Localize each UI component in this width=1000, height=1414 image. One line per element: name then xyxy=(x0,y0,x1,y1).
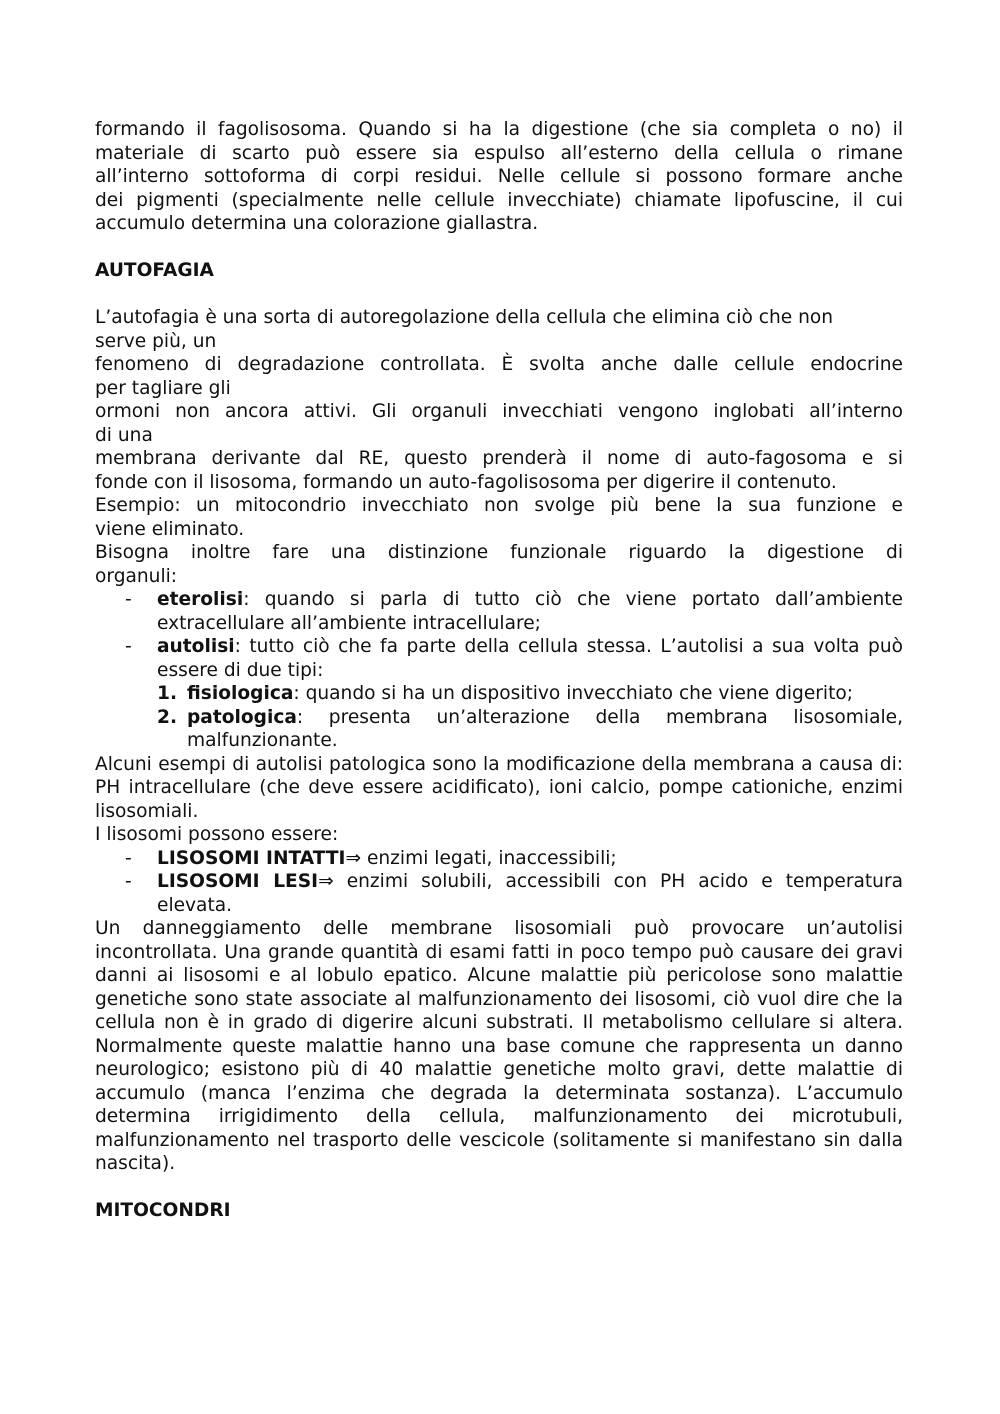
definition-line: per tagliare gli xyxy=(95,377,231,399)
term: patologica xyxy=(187,706,297,728)
spacer xyxy=(95,283,903,307)
definition: enzimi solubili, accessibili con PH acido e temperatura elevata. xyxy=(157,871,903,916)
definition: enzimi legati, inaccessibili; xyxy=(361,847,617,869)
autolysis-subtypes-list xyxy=(95,682,903,753)
definition-line: membrana derivante dal RE, questo prenderà il nome di auto-fagosoma e si xyxy=(95,448,903,469)
definition-line: serve più, un xyxy=(95,330,217,352)
list-item xyxy=(95,588,903,635)
intro-line: materiale di scarto può essere sia espulso all’esterno della cellula o rimane xyxy=(95,142,903,164)
list-number: 1. xyxy=(157,683,178,704)
digestion-types-list xyxy=(95,588,903,682)
list-item xyxy=(95,635,903,682)
arrow-icon: ⇒ xyxy=(345,847,362,869)
section-heading-mitocondri: MITOCONDRI xyxy=(95,1200,231,1221)
list-bullet: - xyxy=(125,636,132,657)
definition-line: L’autofagia è una sorta di autoregolazione della cellula che elimina ciò che non xyxy=(95,307,834,328)
damage-paragraph: Un danneggiamento delle membrane lisosomiali può provocare un’autolisi incontrollata. Una grande quantità di esami fatti in poco tempo può causare dei gravi danni ai lisosomi e al lobulo epatico. Alcune malattie più pericolose sono malattie genetiche sono state associate al malfunzionamento dei lisosomi, ciò vuol dire che la cellula non è in grado di digerire alcuni substrati. Il metabolismo cellulare si altera. Normalmente queste malattie hanno una base comune che rappresenta un danno neurologico; esistono più di 40 malattie genetiche molto gravi, dette malattie di accumulo (manca l’enzima che degrada la determinata sostanza). L’accumulo determina irrigidimento della cellula, malfunzionamento dei microtubuli, malfunzionamento nel trasporto delle vescicole (solitamente si manifestano sin dalla nascita). xyxy=(95,918,903,1174)
list-bullet: - xyxy=(125,847,132,869)
list-item xyxy=(95,870,903,917)
list-item xyxy=(95,682,903,706)
term: fisiologica xyxy=(187,683,294,704)
definition-line: fenomeno di degradazione controllata. È svolta anche dalle cellule endocrine xyxy=(95,354,903,375)
lysosomes-intro: I lisosomi possono essere: xyxy=(95,824,339,845)
term: eterolisi xyxy=(157,589,244,610)
document-page xyxy=(95,118,903,1223)
list-bullet: - xyxy=(125,589,132,610)
list-item xyxy=(95,847,903,871)
autofagia-definition xyxy=(95,306,903,494)
intro-line: accumulo determina una colorazione giallastra. xyxy=(95,213,539,234)
term: autolisi xyxy=(157,636,235,657)
definition-line: fonde con il lisosoma, formando un auto-fagolisosoma per digerire il contenuto. xyxy=(95,471,837,493)
spacer xyxy=(95,1176,903,1200)
pathological-examples-paragraph: Alcuni esempi di autolisi patologica sono la modificazione della membrana a causa di: PH intracellulare (che deve essere acidificato), ioni calcio, pompe cationiche, enzimi lisosomiali. xyxy=(95,753,903,822)
arrow-icon: ⇒ xyxy=(318,871,334,892)
definition-line: di una xyxy=(95,424,153,446)
definition: : presenta un’alterazione della membrana lisosomiale, malfunzionante. xyxy=(187,706,903,751)
term: LISOSOMI INTATTI xyxy=(157,847,346,869)
spacer xyxy=(95,236,903,260)
list-bullet: - xyxy=(125,871,132,892)
definition: : quando si ha un dispositivo invecchiato che viene digerito; xyxy=(293,683,854,704)
definition: : quando si parla di tutto ciò che viene portato dall’ambiente extracellulare all’ambiente intracellulare; xyxy=(157,589,903,634)
definition: : tutto ciò che fa parte della cellula stessa. L’autolisi a sua volta può essere di due tipi: xyxy=(157,636,903,681)
definition-line: ormoni non ancora attivi. Gli organuli invecchiati vengono inglobati all’interno xyxy=(95,401,903,422)
distinction-line: Bisogna inoltre fare una distinzione funzionale riguardo la digestione di xyxy=(95,542,903,563)
intro-paragraph xyxy=(95,118,903,236)
section-heading-autofagia: AUTOFAGIA xyxy=(95,260,214,281)
term: LISOSOMI LESI xyxy=(157,871,319,892)
example-line: Esempio: un mitocondrio invecchiato non svolge più bene la sua funzione e xyxy=(95,495,903,516)
example-line: viene eliminato. xyxy=(95,518,245,540)
distinction-line: organuli: xyxy=(95,565,178,587)
list-number: 2. xyxy=(157,706,178,728)
intro-line: dei pigmenti (specialmente nelle cellule invecchiate) chiamate lipofuscine, il cui xyxy=(95,189,903,211)
list-item xyxy=(95,706,903,753)
intro-line: formando il fagolisosoma. Quando si ha la digestione (che sia completa o no) il xyxy=(95,119,903,140)
intro-line: all’interno sottoforma di corpi residui. Nelle cellule si possono formare anche xyxy=(95,166,903,187)
lysosome-types-list xyxy=(95,847,903,918)
